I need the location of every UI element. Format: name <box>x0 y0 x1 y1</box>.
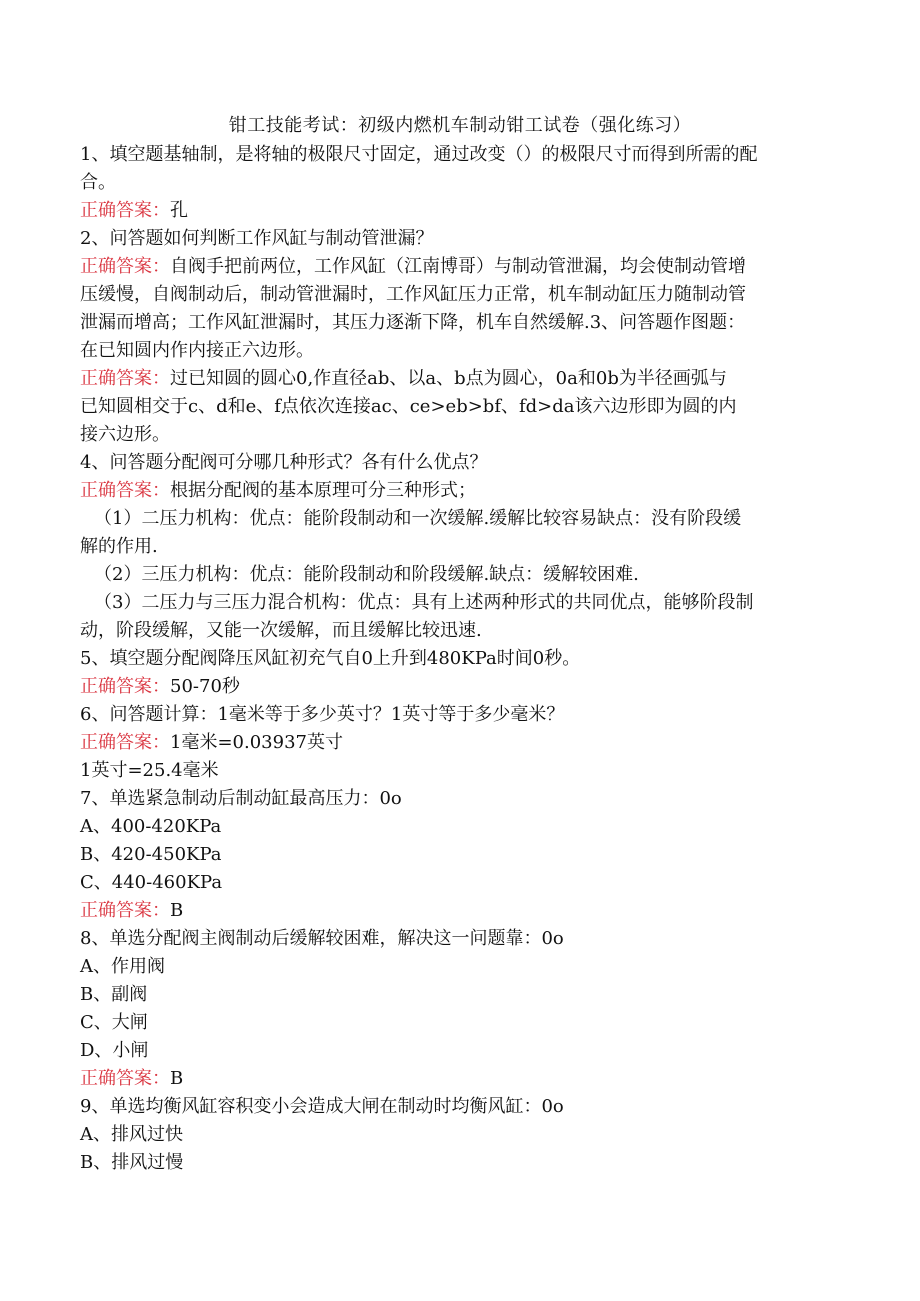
answer-4-item-3-cont: 动，阶段缓解，又能一次缓解，而且缓解比较迅速. <box>80 620 482 641</box>
answer-3-line-2: 已知圆相交于c、d和e、f点依次连接ac、ce>eb>bf、fd>da该六边形即为圆的内 <box>80 396 737 417</box>
answer-2 <box>80 253 840 281</box>
answer-label: 正确答案： <box>80 256 170 277</box>
answer-2-text: 自阀手把前两位，工作风缸（江南博哥）与制动管泄漏，均会使制动管增 <box>170 256 746 277</box>
answer-6-text: 1毫米=0.03937英寸 <box>170 732 343 753</box>
document-title: 钳工技能考试：初级内燃机车制动钳工试卷（强化练习） <box>228 115 692 136</box>
answer-label: 正确答案： <box>80 200 170 221</box>
answer-1 <box>80 197 840 225</box>
answer-3-text: 过已知圆的圆心0,作直径ab、以a、b点为圆心，0a和0b为半径画弧与 <box>170 368 727 389</box>
answer-4-item-3: （3）二压力与三压力混合机构：优点：具有上述两种形式的共同优点，能够阶段制 <box>94 592 754 613</box>
answer-6 <box>80 729 840 757</box>
answer-label: 正确答案： <box>80 732 170 753</box>
question-1-line-2: 合。 <box>80 172 116 193</box>
question-8-option-b: B、副阀 <box>80 984 148 1005</box>
question-4: 4、问答题分配阀可分哪几种形式？各有什么优点？ <box>80 452 488 473</box>
answer-6-line-2: 1英寸=25.4毫米 <box>80 760 219 781</box>
answer-7 <box>80 897 840 925</box>
answer-label: 正确答案： <box>80 480 170 501</box>
answer-4-item-2: （2）三压力机构：优点：能阶段制动和阶段缓解.缺点：缓解较困难. <box>94 564 639 585</box>
question-1-line-1: 1、填空题基轴制，是将轴的极限尺寸固定，通过改变（）的极限尺寸而得到所需的配 <box>80 144 758 165</box>
question-8: 8、单选分配阀主阀制动后缓解较困难，解决这一问题靠：0o <box>80 928 564 949</box>
answer-8 <box>80 1065 840 1093</box>
document-body <box>80 141 840 1177</box>
answer-label: 正确答案： <box>80 368 170 389</box>
question-9-option-a: A、排风过快 <box>80 1124 183 1145</box>
question-7-option-b: B、420-450KPa <box>80 844 222 865</box>
question-7: 7、单选紧急制动后制动缸最高压力：0o <box>80 788 402 809</box>
question-8-option-a: A、作用阀 <box>80 956 165 977</box>
answer-4-text: 根据分配阀的基本原理可分三种形式； <box>170 480 476 501</box>
question-6: 6、问答题计算：1毫米等于多少英寸？1英寸等于多少毫米？ <box>80 704 565 725</box>
question-7-option-c: C、440-460KPa <box>80 872 223 893</box>
question-5: 5、填空题分配阀降压风缸初充气自0上升到480KPa时间0秒。 <box>80 648 581 669</box>
answer-4-item-1: （1）二压力机构：优点：能阶段制动和一次缓解.缓解比较容易缺点：没有阶段缓 <box>94 508 742 529</box>
answer-2-line-4: 在已知圆内作内接正六边形。 <box>80 340 314 361</box>
question-9: 9、单选均衡风缸容积变小会造成大闸在制动时均衡风缸：0o <box>80 1096 564 1117</box>
answer-label: 正确答案： <box>80 1068 170 1089</box>
question-2: 2、问答题如何判断工作风缸与制动管泄漏？ <box>80 228 434 249</box>
answer-3 <box>80 365 840 393</box>
answer-3-line-3: 接六边形。 <box>80 424 170 445</box>
answer-4 <box>80 477 840 505</box>
answer-4-item-1-cont: 解的作用. <box>80 536 158 557</box>
question-8-option-d: D、小闸 <box>80 1040 149 1061</box>
answer-8-text: B <box>170 1068 184 1089</box>
answer-label: 正确答案： <box>80 900 170 921</box>
question-9-option-b: B、排风过慢 <box>80 1152 184 1173</box>
answer-label: 正确答案： <box>80 676 170 697</box>
answer-5 <box>80 673 840 701</box>
answer-2-line-3: 泄漏而增高；工作风缸泄漏时，其压力逐渐下降，机车自然缓解.3、问答题作图题： <box>80 312 746 333</box>
answer-5-text: 50-70秒 <box>170 676 240 697</box>
answer-2-line-2: 压缓慢，自阀制动后，制动管泄漏时，工作风缸压力正常，机车制动缸压力随制动管 <box>80 284 746 305</box>
answer-7-text: B <box>170 900 184 921</box>
question-8-option-c: C、大闸 <box>80 1012 148 1033</box>
answer-1-text: 孔 <box>170 200 188 221</box>
question-7-option-a: A、400-420KPa <box>80 816 222 837</box>
